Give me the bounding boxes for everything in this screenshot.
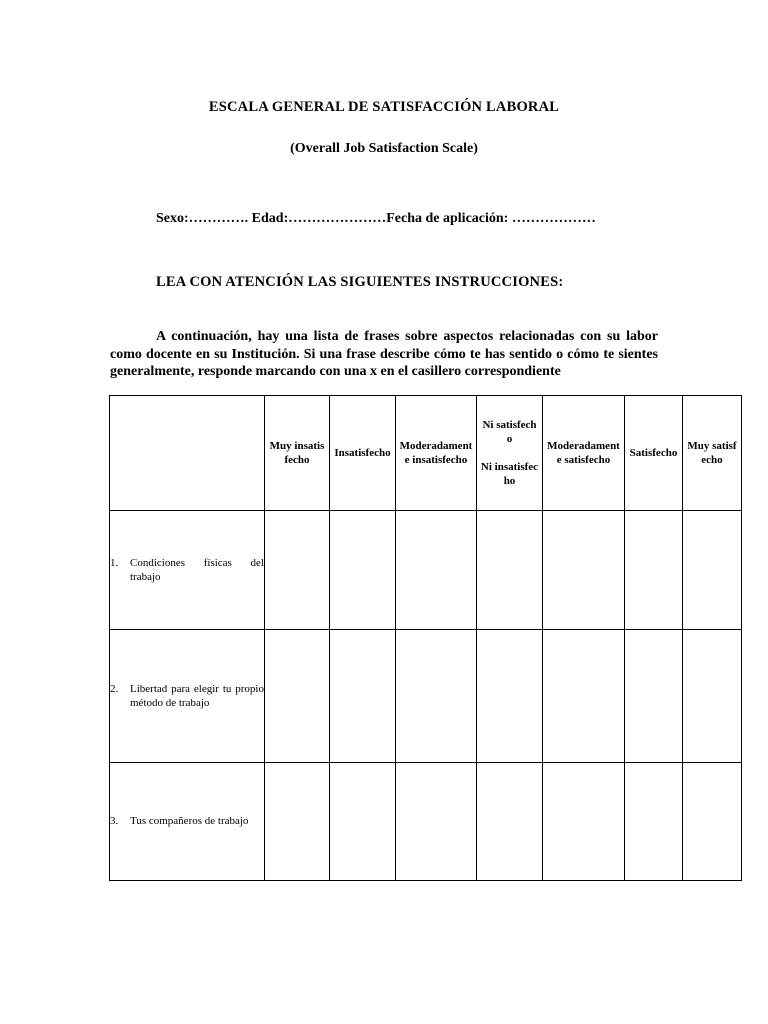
answer-cell[interactable] [477,763,543,881]
answer-cell[interactable] [396,630,477,763]
item-label-cell [110,511,265,630]
col-header-muy-satisfecho: Muy satisfecho [683,396,742,511]
answer-cell[interactable] [330,763,396,881]
item-text: Condiciones físicas del trabajo [130,556,264,583]
answer-cell[interactable] [396,511,477,630]
answer-cell[interactable] [265,630,330,763]
item-text: Libertad para elegir tu propio método de trabajo [130,682,264,709]
col-header-satisfecho: Satisfecho [625,396,683,511]
answer-cell[interactable] [625,763,683,881]
answer-cell[interactable] [683,630,742,763]
col-header-moderadamente-insatisfecho: Moderadamente insatisfecho [396,396,477,511]
answer-cell[interactable] [543,511,625,630]
instructions-heading: LEA CON ATENCIÓN LAS SIGUIENTES INSTRUCCIONES: [156,274,564,290]
answer-cell[interactable] [330,630,396,763]
answer-cell[interactable] [477,511,543,630]
col-header-moderadamente-satisfecho: Moderadamente satisfecho [543,396,625,511]
answer-cell[interactable] [330,511,396,630]
answer-cell[interactable] [477,630,543,763]
table-row [110,763,742,881]
col-header-insatisfecho: Insatisfecho [330,396,396,511]
answer-cell[interactable] [625,511,683,630]
item-number: 1. [110,556,119,569]
instructions-paragraph: A continuación, hay una lista de frases sobre aspectos relacionadas con su labor como docente en su Institución. Si una frase describe cómo te has sentido o cómo te sientes generalmente, responde marcando con una x en el casillero correspondiente [110,329,658,379]
col-header-muy-insatisfecho: Muy insatisfecho [265,396,330,511]
table-header-row [110,396,742,511]
document-title: ESCALA GENERAL DE SATISFACCIÓN LABORAL [208,99,560,115]
item-number: 2. [110,682,119,695]
item-label-cell [110,630,265,763]
table-row [110,511,742,630]
satisfaction-table [109,395,742,881]
answer-cell[interactable] [543,763,625,881]
header-corner-cell [110,396,265,511]
answer-cell[interactable] [265,763,330,881]
answer-cell[interactable] [543,630,625,763]
answer-cell[interactable] [396,763,477,881]
answer-cell[interactable] [265,511,330,630]
document-subtitle: (Overall Job Satisfaction Scale) [290,141,478,156]
table-row [110,630,742,763]
answer-cell[interactable] [683,763,742,881]
answer-cell[interactable] [683,511,742,630]
item-label-cell [110,763,265,881]
item-number: 3. [110,815,119,828]
col-header-ni-satisfecho-ni-insatisfecho: Ni satisfecho Ni insatisfecho [477,396,543,511]
respondent-fields: Sexo:…………. Edad:…………………Fecha de aplicación: ……………… [156,211,596,226]
item-text: Tus compañeros de trabajo [130,815,249,828]
answer-cell[interactable] [625,630,683,763]
